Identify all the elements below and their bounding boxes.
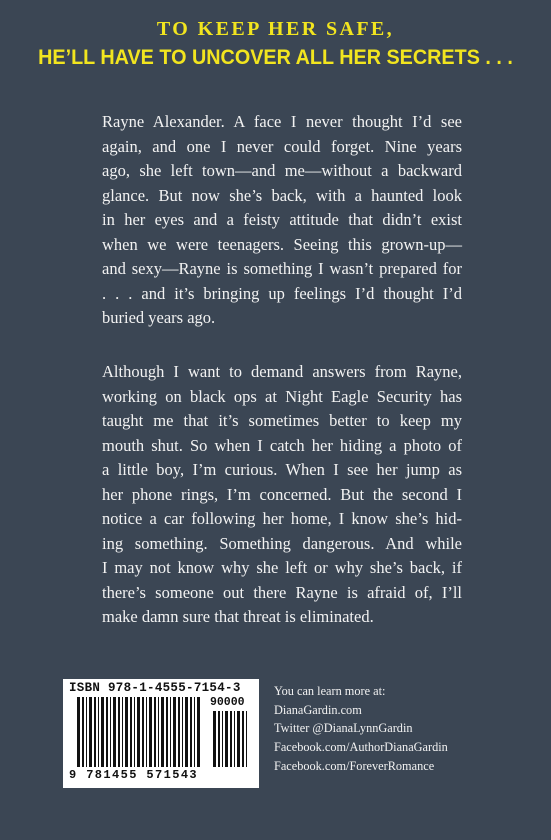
author-info <box>274 682 448 776</box>
blurb-line: mouth shut. So when I catch her hiding a photo of <box>102 435 462 455</box>
info-facebook-author: Facebook.com/AuthorDianaGardin <box>274 740 448 755</box>
blurb-line: and sexy—Rayne is something I wasn’t prepared for <box>102 259 462 278</box>
isbn-barcode <box>63 679 259 788</box>
blurb-paragraph-1 <box>102 110 462 331</box>
blurb-line: ing something. Something dangerous. And while <box>102 533 462 553</box>
blurb-line: a little boy, I’m curious. When I see her jump as <box>102 460 462 479</box>
blurb-line: again, and one I never could forget. Nine years <box>102 136 462 156</box>
blurb-line: her phone rings, I’m concerned. But the second I <box>102 484 462 504</box>
ean-digits: 9 781455 571543 <box>69 768 199 782</box>
blurb-line: I may not know why she left or why she’s back, if <box>102 558 462 577</box>
headline-line-1: TO KEEP HER SAFE, <box>156 18 395 40</box>
blurb-line: when we were teenagers. Seeing this grown-up— <box>102 234 462 254</box>
blurb-line: working on black ops at Night Eagle Security has <box>102 386 462 406</box>
price-code: 90000 <box>210 696 245 709</box>
blurb-line: glance. But now she’s back, with a haunted look <box>102 185 462 205</box>
blurb-line: taught me that it’s sometimes better to keep my <box>102 411 462 430</box>
blurb-line: buried years ago. <box>102 308 216 327</box>
blurb-line: in her eyes and a feisty attitude that didn’t exist <box>102 210 462 229</box>
blurb-line: there’s someone out there Rayne is afraid of, I’ll <box>102 582 462 602</box>
info-intro: You can learn more at: <box>274 684 386 698</box>
blurb-paragraph-2 <box>102 360 462 630</box>
blurb-line: . . . and it’s bringing up feelings I’d thought I’d <box>102 283 462 303</box>
blurb-line: notice a car following her home, I know she’s hid- <box>102 509 462 528</box>
info-website: DianaGardin.com <box>274 702 362 717</box>
blurb-line: ago, she left town—and me—without a backward <box>102 161 462 180</box>
info-facebook-publisher: Facebook.com/ForeverRomance <box>274 758 435 773</box>
blurb-line: make damn sure that threat is eliminated. <box>102 607 374 626</box>
blurb-line: Rayne Alexander. A face I never thought I’d see <box>102 112 462 131</box>
info-twitter: Twitter @DianaLynnGardin <box>274 721 413 736</box>
headline-line-2: HE’LL HAVE TO UNCOVER ALL HER SECRETS . . . <box>38 45 513 69</box>
isbn-label: ISBN 978-1-4555-7154-3 <box>69 681 241 695</box>
blurb-line: Although I want to demand answers from Rayne, <box>102 362 462 381</box>
